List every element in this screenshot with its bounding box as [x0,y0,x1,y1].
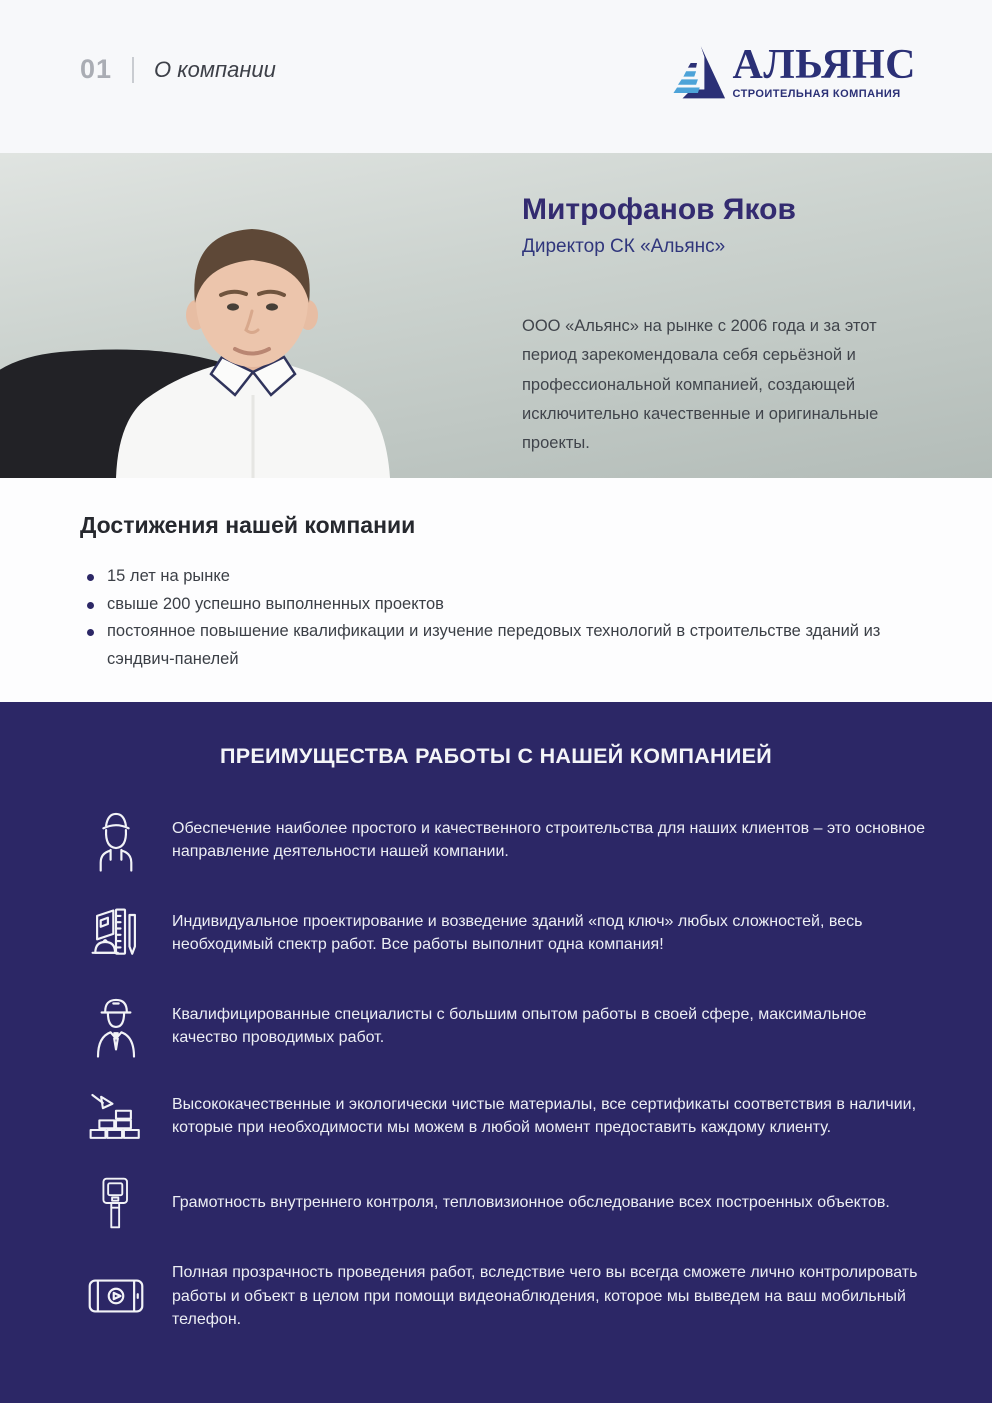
pyramid-logo-icon [668,42,726,104]
engineer-icon [86,993,146,1059]
logo-company-name: АЛЬЯНС [732,42,916,88]
page-title: О компании [154,56,276,82]
advantage-text: Полная прозрачность проведения работ, вследствие чего вы всегда сможете лично контролировать работы и объект в целом при помощи видеонаблюдения, которое мы выведем на ваш мобильный телефон. [172,1264,918,1328]
blueprint-ruler-icon [86,901,146,965]
advantage-text: Высококачественные и экологически чистые материалы, все сертификаты соответствия в наличии, которые при необходимости мы можем в любой момент предоставить каждому клиенту. [172,1095,917,1136]
advantage-text: Индивидуальное проектирование и возведение зданий «под ключ» любых сложностей, весь необходимый спектр работ. Все работы выполнит одна компания! [172,912,863,953]
thermal-camera-icon [86,1173,146,1233]
director-title: Директор СК «Альянс» [522,236,726,257]
section-label [80,54,276,85]
achievements-section [0,478,992,702]
bricks-trowel-icon [86,1087,146,1145]
section-number: 01 [80,54,113,84]
advantage-row [86,1261,992,1332]
advantage-text: Квалифицированные специалисты с большим опытом работы в своей сфере, максимальное качество проводимых работ. [172,1005,867,1046]
logo-text [732,42,917,100]
director-info [522,193,932,459]
director-banner [0,153,992,478]
advantage-row [86,1173,992,1233]
smartphone-video-icon [86,1274,146,1318]
advantage-text: Обеспечение наиболее простого и качественного строительства для наших клиентов – это основное направление деятельности нашей компании. [172,819,926,860]
list-item: постоянное повышение квалификации и изучение передовых технологий в строительстве зданий из сэндвич-панелей [80,618,912,673]
list-item: свыше 200 успешно выполненных проектов [80,591,912,619]
page-header [0,0,992,153]
achievements-heading: Достижения нашей компании [80,512,416,538]
logo-tagline: СТРОИТЕЛЬНАЯ КОМПАНИЯ [732,87,901,100]
worker-icon [86,807,146,873]
advantages-section [0,702,992,1403]
advantage-row [86,993,992,1059]
achievements-list [80,563,912,673]
advantage-row [86,807,992,873]
advantage-row [86,1087,992,1145]
list-item: 15 лет на рынке [80,563,912,591]
advantage-text: Грамотность внутреннего контроля, тепловизионное обследование всех построенных объектов. [172,1194,890,1212]
director-photo [0,153,500,478]
company-description: ООО «Альянс» на рынке с 2006 года и за этот период зарекомендовала себя серьёзной и профессиональной компанией, создающей исключительно качественные и оригинальные проекты. [522,317,879,453]
divider [132,57,134,83]
advantage-row [86,901,992,965]
company-logo [668,42,917,104]
director-name: Митрофанов Яков [522,193,796,226]
advantages-heading: ПРЕИМУЩЕСТВА РАБОТЫ С НАШЕЙ КОМПАНИЕЙ [219,744,773,768]
